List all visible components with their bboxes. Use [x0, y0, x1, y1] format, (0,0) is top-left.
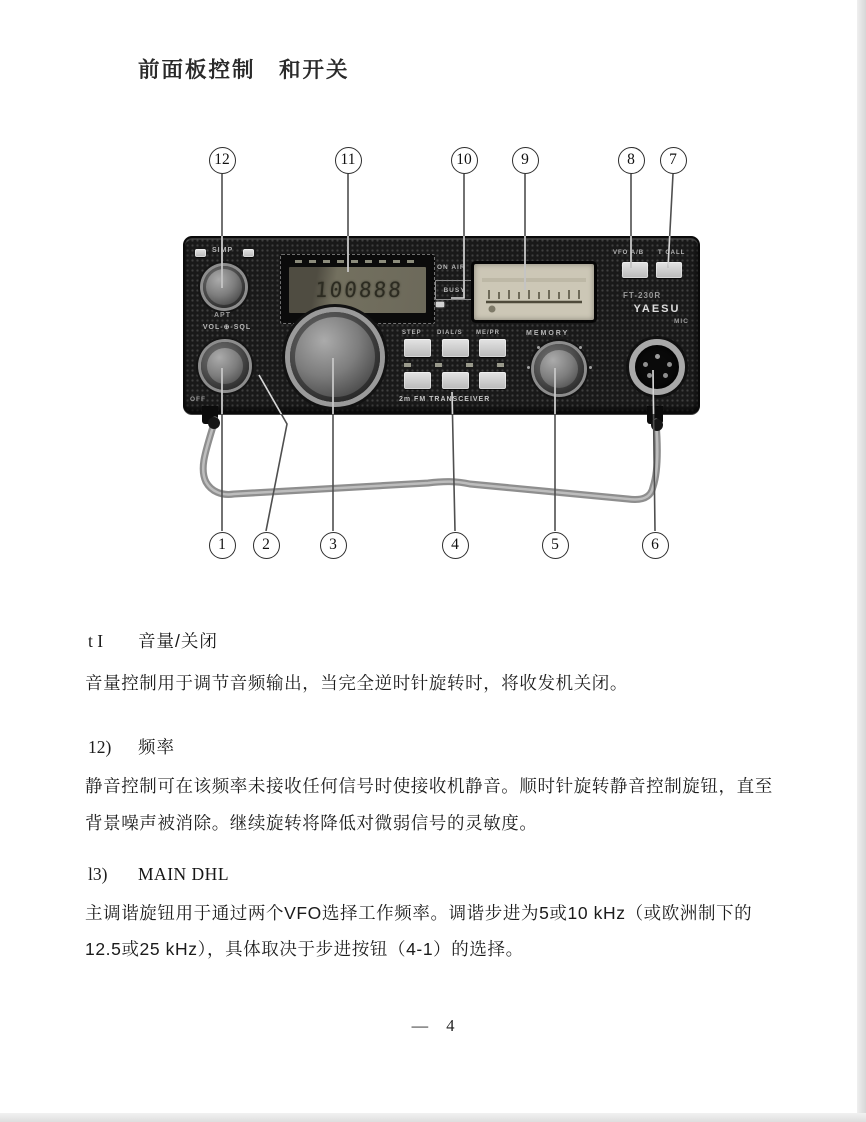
section-1-heading	[88, 628, 218, 653]
callout-6: 6	[642, 532, 669, 559]
section-3-title: MAIN DHL	[138, 864, 230, 884]
leader-lines-on-panel	[222, 174, 673, 531]
section-1-title: 音量/关闭	[138, 631, 218, 651]
on-air-label: ON AIR	[437, 264, 466, 271]
me-pr-button-label: ME/PR	[476, 330, 501, 336]
off-label: OFF	[190, 396, 206, 403]
section-3-heading	[88, 864, 229, 885]
mic-label: MIC	[674, 318, 689, 325]
callout-12: 12	[209, 147, 236, 174]
callout-5: 5	[542, 532, 569, 559]
frequency-digits: 100888	[313, 278, 404, 302]
section-3-line-2: 12.5或25 kHz），具体取决于步进按钮（4-1）的选择。	[85, 939, 524, 959]
section-2-title: 频率	[138, 737, 175, 757]
page-title: 前面板控制 和开关	[138, 58, 350, 82]
step-button-label: STEP	[402, 330, 422, 336]
dial-s-button-label: DIAL/S	[437, 330, 463, 336]
section-1-line-1: 音量控制用于调节音频输出，当完全逆时针旋转时，将收发机关闭。	[85, 673, 628, 693]
apt-label: APT	[214, 312, 231, 319]
section-2-heading	[88, 734, 175, 759]
scan-edge-right	[857, 0, 866, 1122]
section-1-number: t I	[88, 631, 104, 651]
mounting-bail	[203, 417, 663, 500]
t-call-label: T CALL	[658, 250, 686, 256]
busy-label: BUSY	[443, 286, 466, 294]
callout-1: 1	[209, 532, 236, 559]
page-number: — 4	[411, 1016, 455, 1035]
memory-label: MEMORY	[526, 330, 570, 337]
callout-10: 10	[451, 147, 478, 174]
section-2-number: 12)	[88, 737, 112, 757]
callout-9: 9	[512, 147, 539, 174]
vol-sql-label: VOL-⊕-SQL	[202, 324, 252, 331]
section-2-line-2: 背景噪声被消除。继续旋转将降低对微弱信号的灵敏度。	[85, 813, 538, 833]
callout-3: 3	[320, 532, 347, 559]
callout-7: 7	[660, 147, 687, 174]
callout-11: 11	[335, 147, 362, 174]
callout-8: 8	[618, 147, 645, 174]
vfo-ab-label: VFO A/B	[613, 250, 645, 256]
simp-label: SIMP	[212, 247, 234, 254]
model-label: FT-230R	[623, 291, 662, 300]
scan-edge-bottom	[0, 1113, 866, 1122]
callout-4: 4	[442, 532, 469, 559]
section-2-line-1: 静音控制可在该频率未接收任何信号时使接收机静音。顺时针旋转静音控制旋钮，直至	[85, 776, 773, 796]
callout-2: 2	[253, 532, 280, 559]
brand-logo: YAESU	[633, 303, 681, 315]
section-3-line-1: 主调谐旋钮用于通过两个VFO选择工作频率。调谐步进为5或10 kHz（或欧洲制下的	[85, 903, 753, 923]
transceiver-label: 2m FM TRANSCEIVER	[399, 396, 491, 403]
section-3-number: l3)	[88, 864, 108, 884]
leader-lines	[222, 174, 673, 531]
